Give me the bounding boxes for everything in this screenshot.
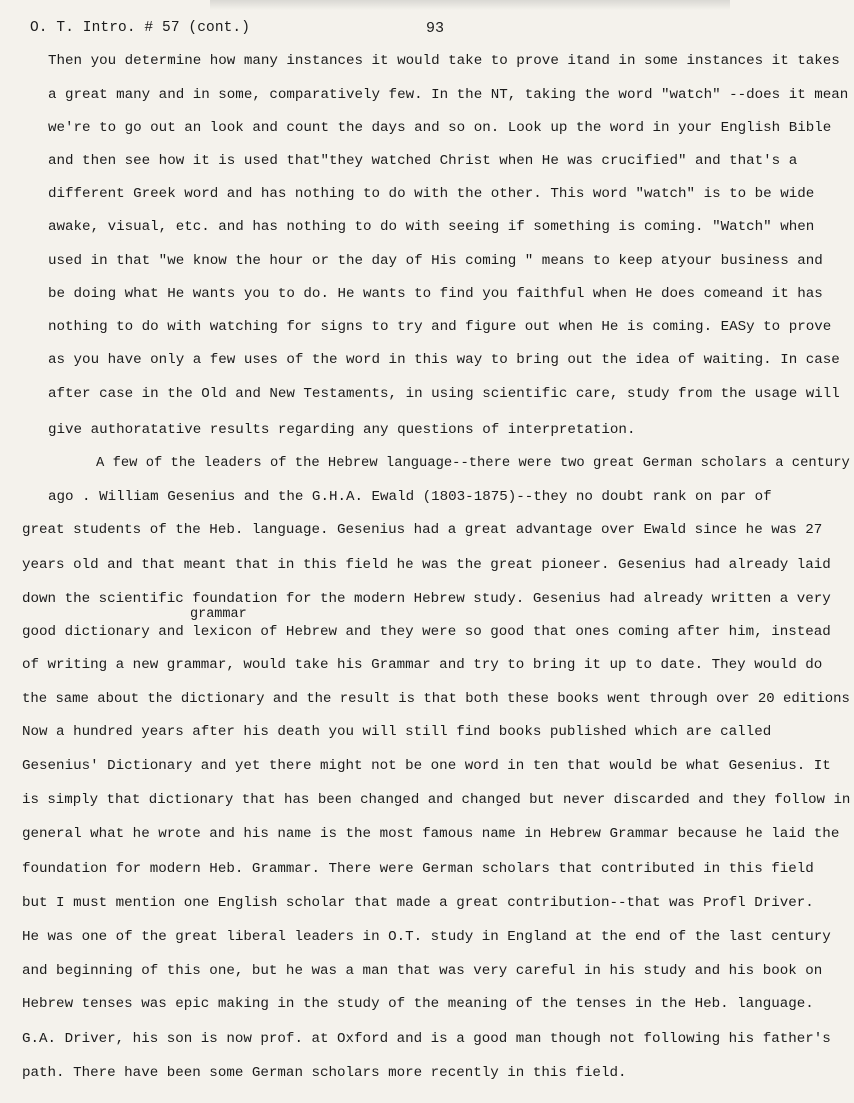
text-line: the same about the dictionary and the result is that both these books went through over 20 editions [22,691,850,707]
text-line: and then see how it is used that"they watched Christ when He was crucified" and that's a [48,153,798,169]
text-line: down the scientific foundation for the modern Hebrew study. Gesenius had already written a very [22,591,831,607]
text-line: general what he wrote and his name is the most famous name in Hebrew Grammar because he laid the [22,826,840,842]
text-line: we're to go out an look and count the days and so on. Look up the word in your English Bible [48,120,832,136]
text-line: years old and that meant that in this field he was the great pioneer. Gesenius had already laid [22,557,831,573]
text-line: A few of the leaders of the Hebrew language--there were two great German scholars a century [96,455,850,471]
text-line: good dictionary and lexicon of Hebrew and they were so good that ones coming after him, instead [22,624,831,640]
text-line: awake, visual, etc. and has nothing to do with seeing if something is coming. "Watch" when [48,219,815,235]
text-line: foundation for modern Heb. Grammar. There were German scholars that contributed in this field [22,861,814,877]
text-line: different Greek word and has nothing to do with the other. This word "watch" is to be wide [48,186,815,202]
text-line: be doing what He wants you to do. He wants to find you faithful when He does comeand it has [48,286,823,302]
text-line: of writing a new grammar, would take his Grammar and try to bring it up to date. They would do [22,657,823,673]
text-line: as you have only a few uses of the word in this way to bring out the idea of waiting. In case [48,352,840,368]
scan-smudge [210,0,730,10]
text-line: great students of the Heb. language. Gesenius had a great advantage over Ewald since he was 27 [22,522,823,538]
text-line: G.A. Driver, his son is now prof. at Oxford and is a good man though not following his father's [22,1031,831,1047]
text-line: path. There have been some German scholars more recently in this field. [22,1065,627,1081]
text-line: Gesenius' Dictionary and yet there might not be one word in ten that would be what Gesenius. It [22,758,831,774]
text-line: a great many and in some, comparatively few. In the NT, taking the word "watch" --does it mean [48,87,849,103]
text-line: Hebrew tenses was epic making in the study of the meaning of the tenses in the Heb. language. [22,996,814,1012]
page-header: O. T. Intro. # 57 (cont.) [30,20,251,36]
text-line: ago . William Gesenius and the G.H.A. Ewald (1803-1875)--they no doubt rank on par of [48,489,772,505]
interlinear-correction: grammar [190,607,247,622]
text-line: give authoratative results regarding any questions of interpretation. [48,422,636,438]
text-line: used in that "we know the hour or the day of His coming " means to keep atyour business and [48,253,823,269]
text-line: and beginning of this one, but he was a man that was very careful in his study and his book on [22,963,823,979]
text-line: but I must mention one English scholar that made a great contribution--that was Profl Driver. [22,895,814,911]
text-line: He was one of the great liberal leaders in O.T. study in England at the end of the last century [22,929,831,945]
text-line: Now a hundred years after his death you will still find books published which are called [22,724,772,740]
text-line: nothing to do with watching for signs to try and figure out when He is coming. EASy to prove [48,319,832,335]
text-line: after case in the Old and New Testaments, in using scientific care, study from the usage will [48,386,840,402]
text-line: Then you determine how many instances it would take to prove itand in some instances it takes [48,53,840,69]
page-number: 93 [426,20,445,37]
text-line: is simply that dictionary that has been changed and changed but never discarded and they follow in [22,792,851,808]
